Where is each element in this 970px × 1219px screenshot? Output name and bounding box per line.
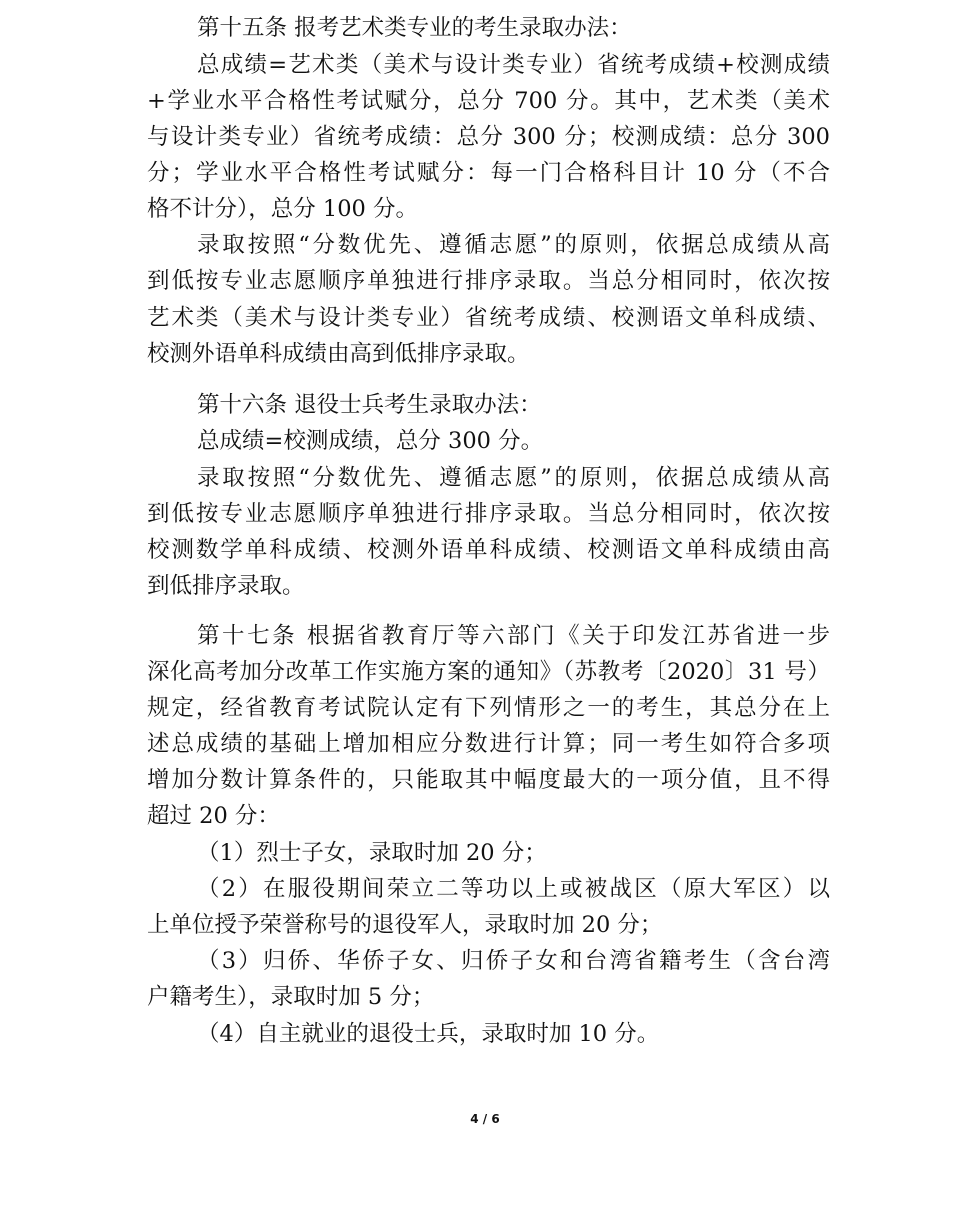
text-line: 述总成绩的基础上增加相应分数进行计算；同一考生如符合多项	[147, 731, 830, 757]
text-line: 深化高考加分改革工作实施方案的通知》（苏教考〔2020〕31 号）	[147, 659, 830, 685]
text-line: 总成绩=校测成绩，总分 300 分。	[197, 428, 544, 454]
text-line: 第十六条 退役士兵考生录取办法：	[197, 392, 542, 418]
text-line: 增加分数计算条件的，只能取其中幅度最大的一项分值，且不得	[147, 767, 830, 793]
text-line: 户籍考生），录取时加 5 分；	[147, 984, 435, 1010]
text-line: 到低按专业志愿顺序单独进行排序录取。当总分相同时，依次按	[147, 268, 830, 294]
text-line: 总成绩=艺术类（美术与设计类专业）省统考成绩+校测成绩	[197, 52, 830, 78]
text-line: （2）在服役期间荣立二等功以上或被战区（原大军区）以	[197, 876, 830, 902]
text-line: （1）烈士子女，录取时加 20 分；	[197, 840, 547, 866]
text-line: 与设计类专业）省统考成绩：总分 300 分；校测成绩：总分 300	[147, 124, 830, 150]
text-line: 超过 20 分：	[147, 803, 280, 829]
text-line: （3）归侨、华侨子女、归侨子女和台湾省籍考生（含台湾	[197, 948, 830, 974]
text-line: 校测外语单科成绩由高到低排序录取。	[147, 341, 530, 367]
text-line: 校测数学单科成绩、校测外语单科成绩、校测语文单科成绩由高	[147, 537, 830, 563]
text-line: 上单位授予荣誉称号的退役军人，录取时加 20 分；	[147, 912, 663, 938]
text-line: 格不计分），总分 100 分。	[147, 196, 419, 222]
text-line: 到低按专业志愿顺序单独进行排序录取。当总分相同时，依次按	[147, 501, 830, 527]
text-line: 分；学业水平合格性考试赋分：每一门合格科目计 10 分（不合	[147, 160, 830, 186]
text-line: 录取按照“分数优先、遵循志愿”的原则，依据总成绩从高	[197, 232, 830, 258]
page-number: 4 / 6	[470, 1112, 500, 1126]
text-line: 规定，经省教育考试院认定有下列情形之一的考生，其总分在上	[147, 695, 830, 721]
text-line: +学业水平合格性考试赋分，总分 700 分。其中，艺术类（美术	[147, 88, 830, 114]
text-line: 录取按照“分数优先、遵循志愿”的原则，依据总成绩从高	[197, 465, 830, 491]
text-line: 到低排序录取。	[147, 573, 305, 599]
text-line: 第十五条 报考艺术类专业的考生录取办法：	[197, 15, 632, 41]
text-line: 第十七条 根据省教育厅等六部门《关于印发江苏省进一步	[197, 623, 830, 649]
text-line: 艺术类（美术与设计类专业）省统考成绩、校测语文单科成绩、	[147, 305, 830, 331]
text-line: （4）自主就业的退役士兵，录取时加 10 分。	[197, 1021, 660, 1047]
